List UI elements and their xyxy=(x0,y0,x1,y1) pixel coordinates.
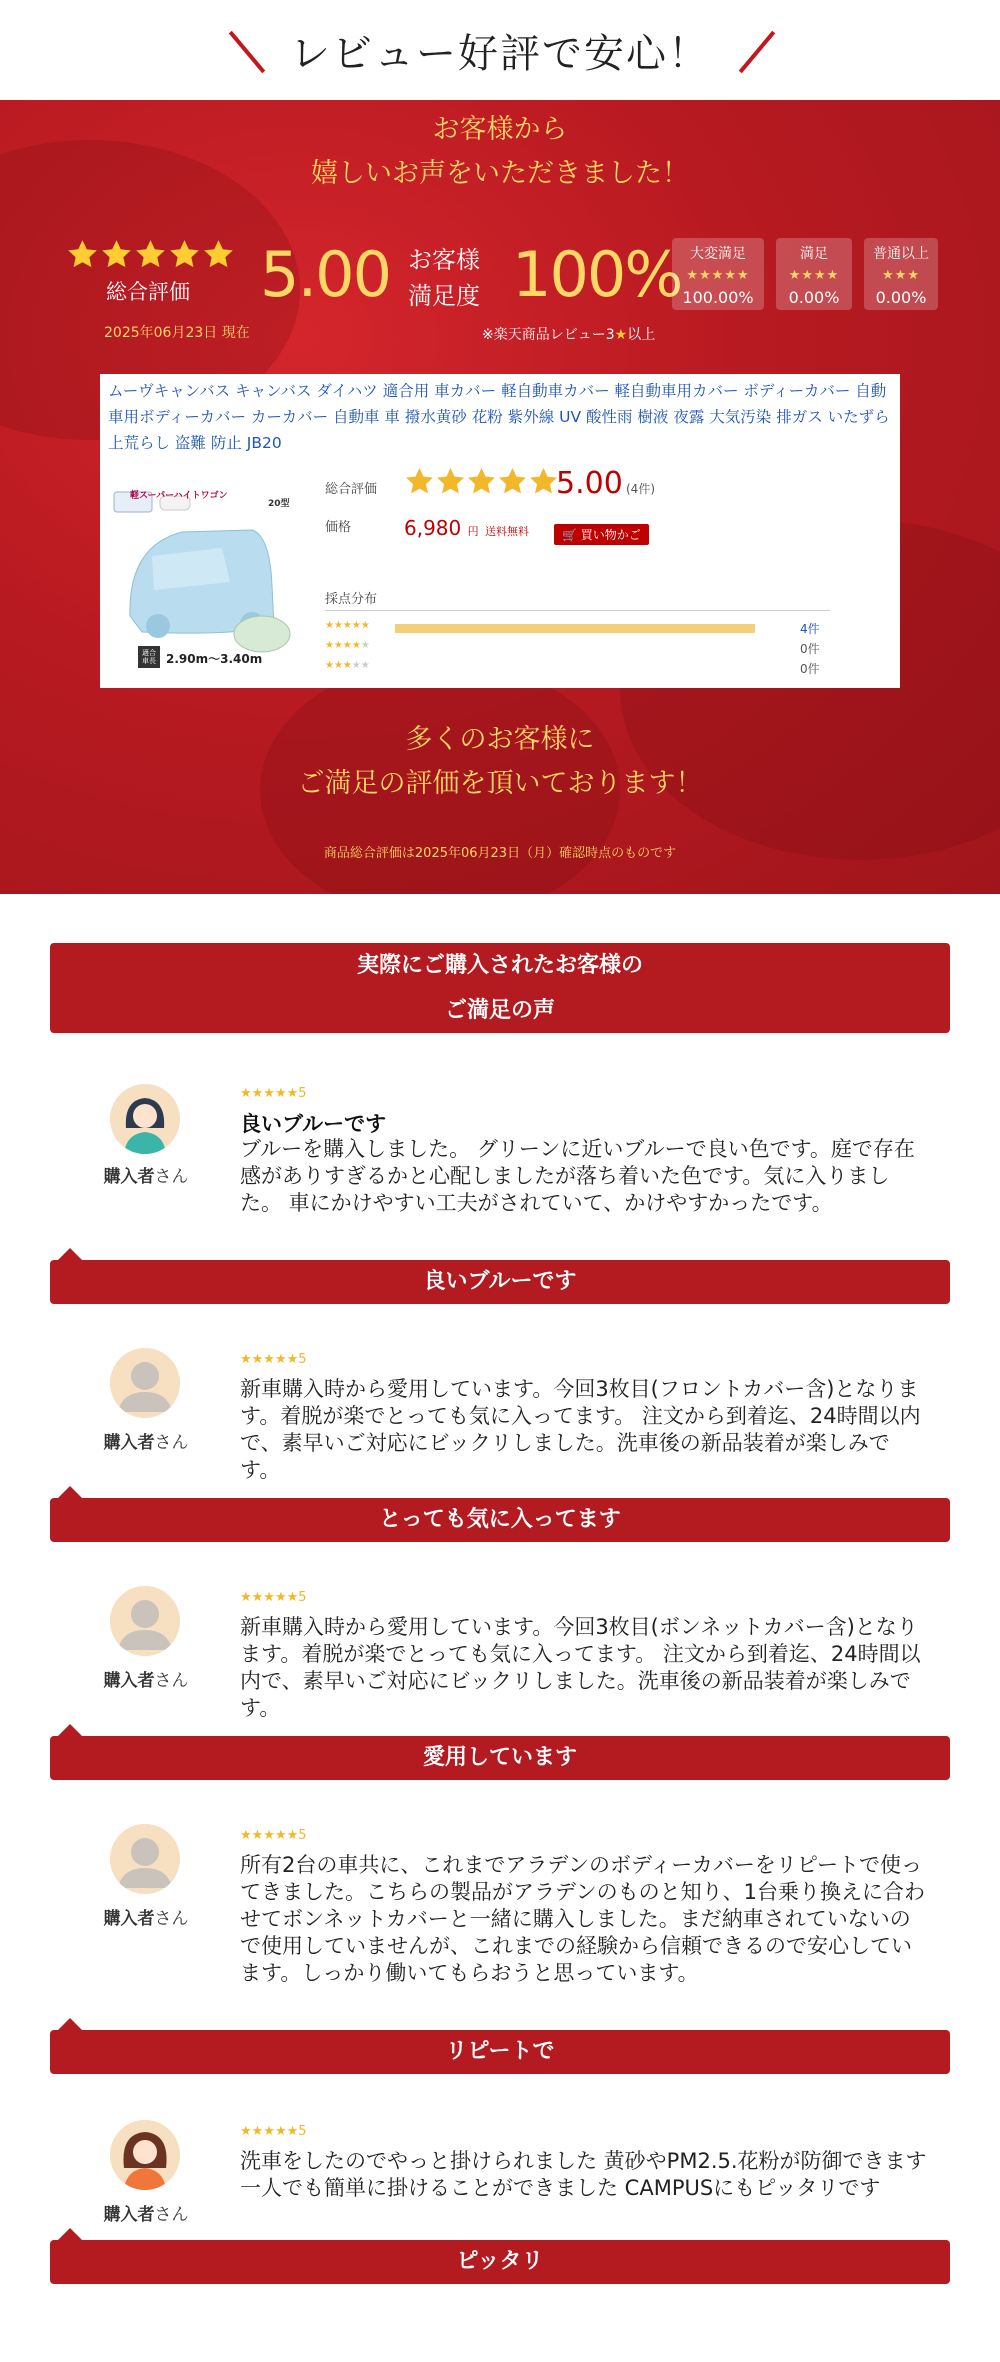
star-icon xyxy=(202,238,235,271)
woman-teal-icon xyxy=(110,1084,180,1154)
card-score: 5.00 xyxy=(556,466,623,501)
review-body: 新車購入時から愛用しています。今回3枚目(フロントカバー含)となります。着脱が楽でとっても気に入ってます。 注文から到着迄、24時間以内で、素早いご対応にビックリしました。洗車後の新品装着が楽しみです。 xyxy=(240,1377,921,1482)
row-count-link[interactable]: 4件 xyxy=(800,622,820,636)
product-card xyxy=(100,374,900,688)
buyer-label: 購入者さん xyxy=(103,1433,189,1453)
date-note: 2025年06月23日 現在 xyxy=(104,325,250,341)
distribution-title: 採点分布 xyxy=(325,592,378,607)
review-stars: ★★★★★5 xyxy=(240,1086,307,1101)
star-icon xyxy=(435,466,466,497)
buyer-label: 購入者さん xyxy=(103,1167,189,1187)
row-bar xyxy=(395,624,755,633)
voices-heading-2: ご満足の声 xyxy=(444,998,555,1023)
price: 6,980 円 送料無料 xyxy=(404,516,529,540)
review-title: 良いブルーです xyxy=(240,1112,387,1136)
hero-bottom-heading-1: 多くのお客様に xyxy=(405,724,595,755)
review-body: ブルーを購入しました。 グリーンに近いブルーで良い色です。庭で存在感がありすぎるかと心配しましたが落ち着いた色です。気に入りました。 車にかけやすい工夫がされていて、かけやすかったです。 xyxy=(240,1137,915,1215)
review-stars: ★★★★★5 xyxy=(240,1352,307,1367)
review-body: 新車購入時から愛用しています。今回3枚目(ボンネットカバー含)となります。着脱が楽でとっても気に入ってます。 注文から到着迄、24時間以内で、素早いご対応にビックリしました。洗車後の新品装着が楽しみです。 xyxy=(240,1615,921,1720)
dist-label: 普通以上 xyxy=(873,246,929,262)
page-header xyxy=(0,0,1000,100)
dist-percent: 100.00% xyxy=(682,288,754,307)
distribution-row-3 xyxy=(325,660,835,676)
dist-box-average xyxy=(864,238,938,310)
image-label-size: 20型 xyxy=(268,499,290,509)
dist-label: 大変満足 xyxy=(690,246,746,262)
buyer-label: 購入者さん xyxy=(103,2205,189,2225)
review-summary-bar: リピートで xyxy=(50,2030,950,2074)
star-icon xyxy=(66,238,99,271)
row-count: 0件 xyxy=(800,642,820,656)
buyer-label: 購入者さん xyxy=(103,1909,189,1929)
review-body: 所有2台の車共に、これまでアラデンのボディーカバーをリピートで使ってきました。こちらの製品がアラデンのものと知り、1台乗り換えに合わせてボンネットカバーと一緒に購入しました。まだ納車されていないので使用していませんが、これまでの経験から信頼できるので安心しています。しっかり働いてもらおうと思っています。 xyxy=(240,1853,925,1985)
hero-heading-2: 嬉しいお声をいただきました！ xyxy=(311,158,689,189)
satisfaction-label-2: 満足度 xyxy=(408,282,480,310)
image-label-fit: 適合 車長 xyxy=(142,649,156,665)
voices-heading-1: 実際にご購入されたお客様の xyxy=(356,953,643,978)
dist-percent: 0.00% xyxy=(875,288,927,307)
star-icon xyxy=(497,466,528,497)
dist-box-satisfied xyxy=(776,238,852,310)
review-stars: ★★★★★5 xyxy=(240,1590,307,1605)
product-title-link[interactable]: ムーヴキャンバス キャンバス ダイハツ 適合用 車カバー 軽自動車カバー 軽自動車用カバー ボディーカバー 自動車用ボディーカバー カーカバー 自動車 車 撥水黄砂 花粉 紫外線 UV 酸性雨 樹液 夜露 大気汚染 排ガス いたずら 上荒らし 盗難 防止 JB20 xyxy=(108,382,890,452)
distribution-row-4 xyxy=(325,640,835,656)
satisfaction-value: 100% xyxy=(512,238,682,311)
review-summary-bar: とっても気に入ってます xyxy=(50,1498,950,1542)
card-review-count-link[interactable]: (4件) xyxy=(626,482,655,496)
rating-hero xyxy=(0,100,1000,894)
star-icon xyxy=(466,466,497,497)
voices-heading xyxy=(50,943,950,1033)
review-note: ※楽天商品レビュー3★以上 xyxy=(482,327,656,343)
default-user-icon xyxy=(110,1586,180,1656)
add-to-cart-button[interactable]: 🛒 買い物かご xyxy=(554,524,649,545)
divider xyxy=(325,610,830,611)
image-label-range: 2.90m〜3.40m xyxy=(166,652,263,666)
dist-stars: ★★★★★ xyxy=(686,268,750,283)
row-stars: ★★★★★ xyxy=(325,660,370,671)
woman-orange-icon xyxy=(110,2120,180,2190)
overall-stars xyxy=(66,238,236,275)
buyer-label: 購入者さん xyxy=(103,1671,189,1691)
page-title: レビュー好評で安心！ xyxy=(290,31,710,77)
review-stars: ★★★★★5 xyxy=(240,2124,307,2139)
product-image[interactable] xyxy=(112,486,302,676)
hero-heading-1: お客様から xyxy=(432,114,568,145)
default-user-icon xyxy=(110,1824,180,1894)
dist-box-very-satisfied xyxy=(672,238,764,310)
dist-stars: ★★★★ xyxy=(788,268,840,283)
default-user-icon xyxy=(110,1348,180,1418)
row-count: 0件 xyxy=(800,662,820,676)
dist-percent: 0.00% xyxy=(788,288,840,307)
overall-label: 総合評価 xyxy=(106,280,190,304)
satisfaction-label-1: お客様 xyxy=(408,246,480,274)
review-body: 洗車をしたのでやっと掛けられました 黄砂やPM2.5.花粉が防御できます 一人でも簡単に掛けることができました CAMPUSにもピッタリです xyxy=(240,2149,927,2200)
price-label: 価格 xyxy=(325,520,352,535)
card-overall-label: 総合評価 xyxy=(325,482,378,497)
star-icon xyxy=(528,466,559,497)
star-icon xyxy=(404,466,435,497)
dist-label: 満足 xyxy=(800,246,828,262)
star-icon xyxy=(168,238,201,271)
review-summary-bar: ピッタリ xyxy=(50,2240,950,2284)
review-summary-bar: 愛用しています xyxy=(50,1736,950,1780)
cart-icon: 🛒 xyxy=(562,528,577,542)
distribution-row-5 xyxy=(325,620,835,636)
overall-score: 5.00 xyxy=(260,238,391,311)
dist-stars: ★★★ xyxy=(882,268,920,283)
row-stars: ★★★★★ xyxy=(325,640,370,651)
review-summary-bar: 良いブルーです xyxy=(50,1260,950,1304)
review-stars: ★★★★★5 xyxy=(240,1828,307,1843)
row-bar-fill xyxy=(395,624,755,633)
row-stars: ★★★★★ xyxy=(325,620,370,631)
hero-footnote: 商品総合評価は2025年06月23日（月）確認時点のものです xyxy=(323,846,677,861)
card-stars xyxy=(404,466,559,501)
star-icon xyxy=(134,238,167,271)
star-icon: ★ xyxy=(614,327,628,343)
star-icon xyxy=(100,238,133,271)
hero-bottom-heading-2: ご満足の評価を頂いております！ xyxy=(297,768,703,799)
image-label-type: 軽スーパーハイトワゴン xyxy=(130,491,228,501)
